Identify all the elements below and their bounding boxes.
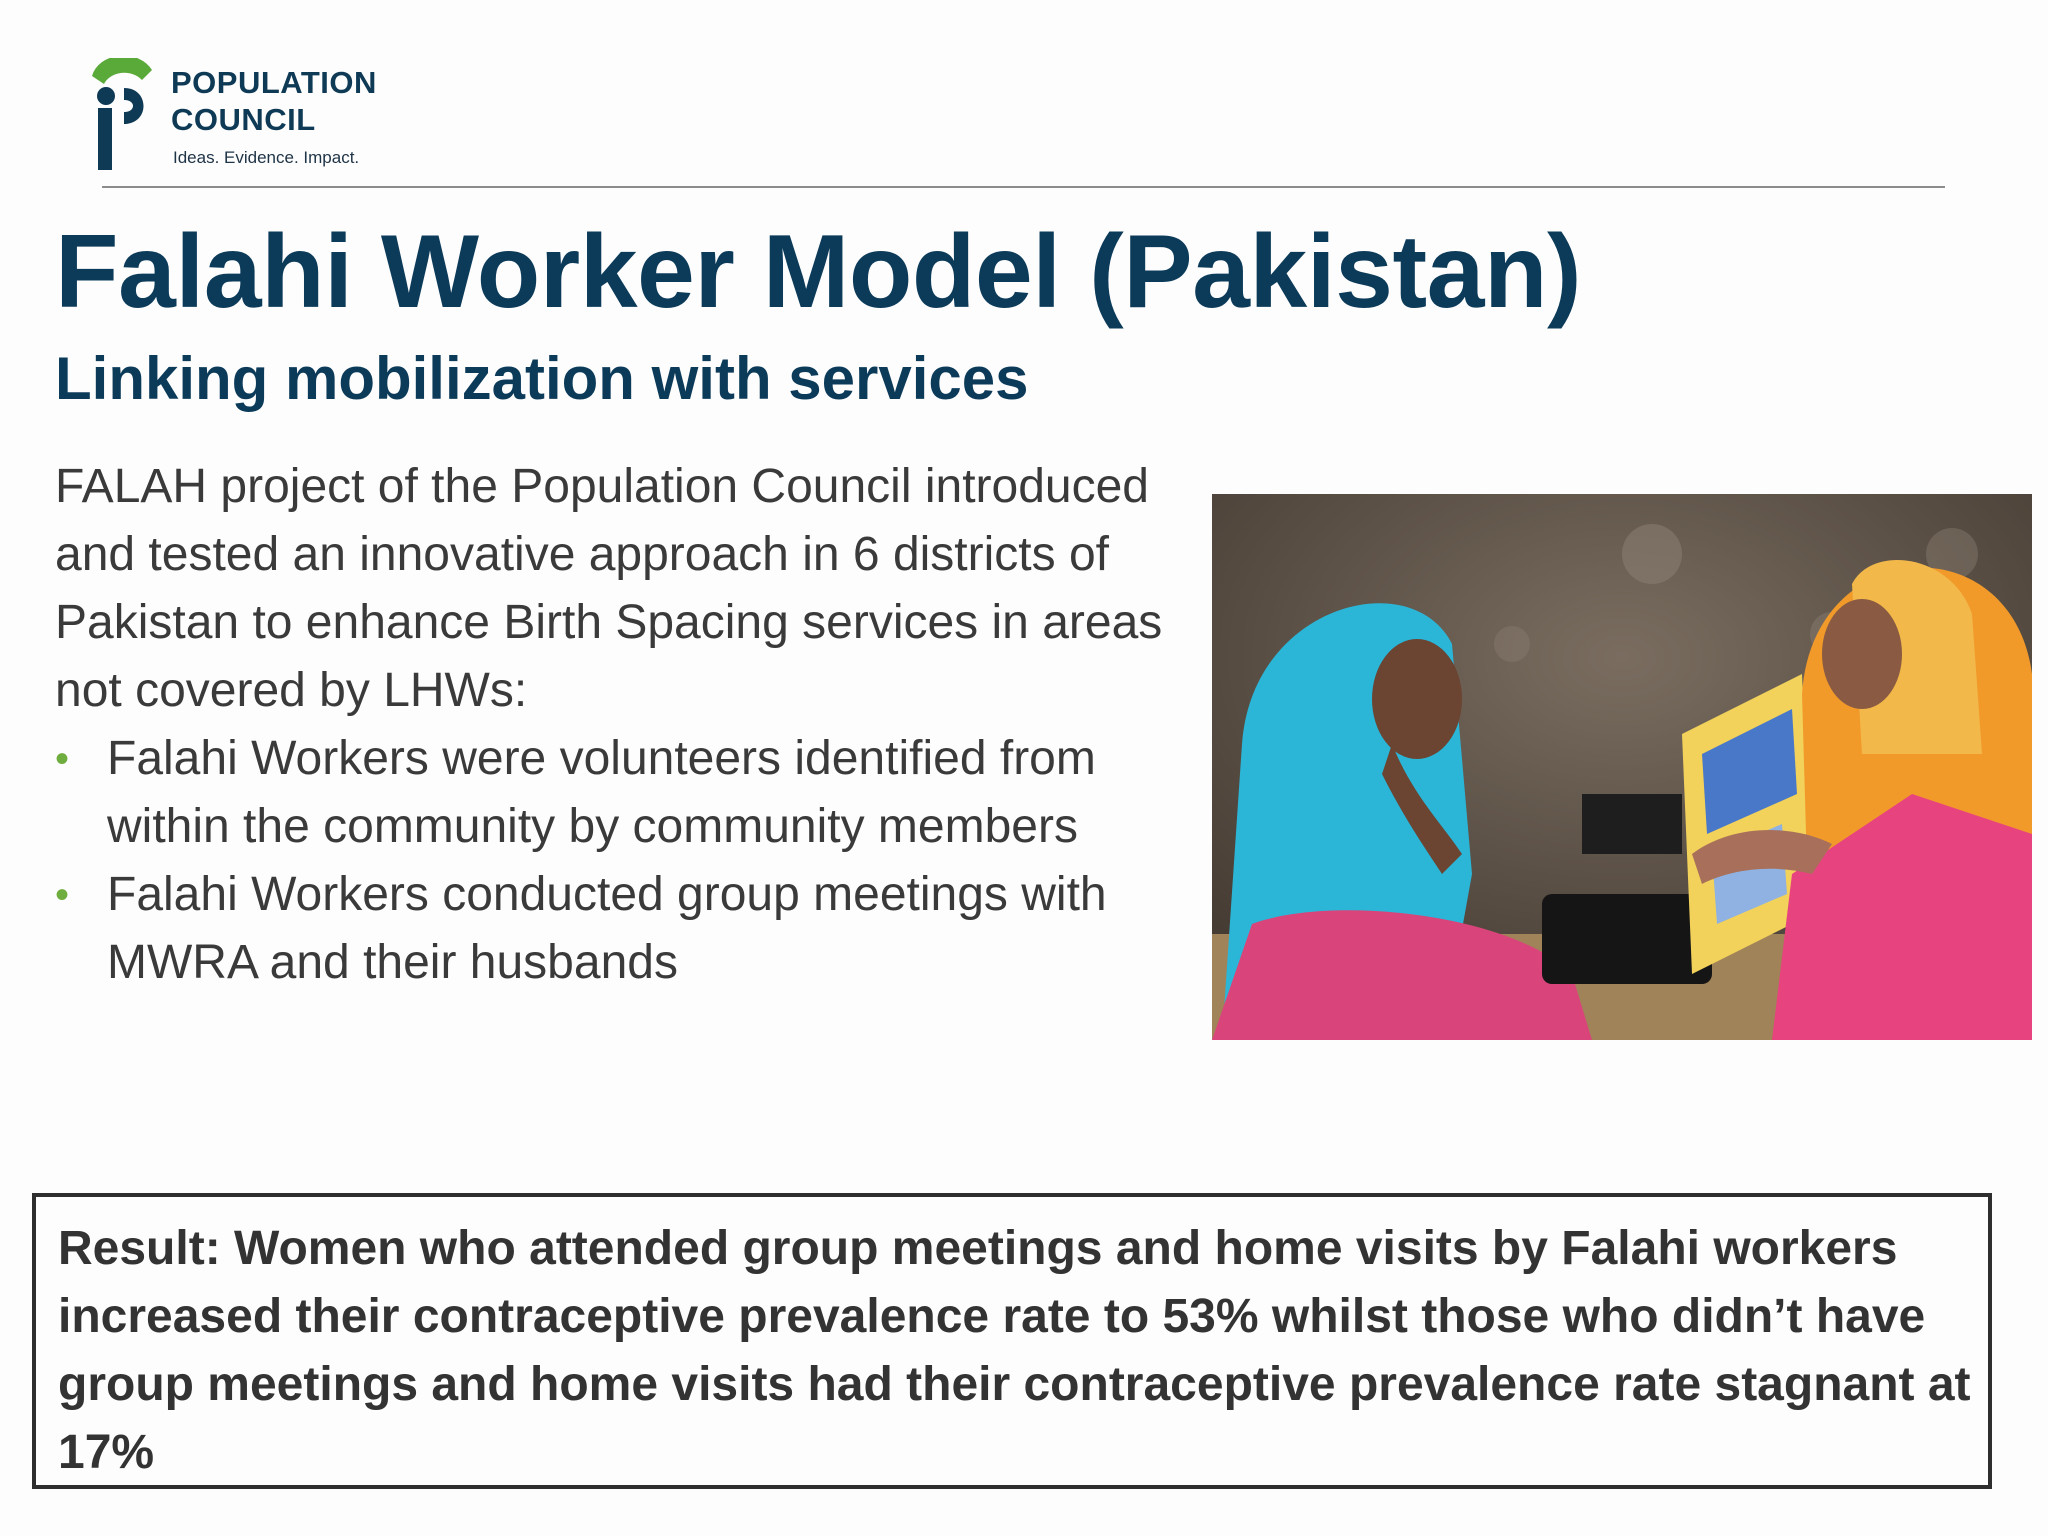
logo-name [171,64,377,138]
header-divider [102,186,1945,188]
result-text: Result: Women who attended group meetings and home visits by Falahi workers increased their contraceptive prevalence rate to 53% whilst those who didn’t have group meetings and home visits had their contraceptive prevalence rate stagnant at 17% [58,1222,1971,1479]
slide-subtitle: Linking mobilization with services [55,345,1029,412]
slide-title: Falahi Worker Model (Pakistan) [55,214,1582,330]
logo-name-line2: COUNCIL [171,102,316,137]
photo-illustration [1212,494,2032,1040]
body-content [55,453,1175,997]
logo-tagline: Ideas. Evidence. Impact. [173,148,360,167]
logo-name-line1: POPULATION [171,65,377,100]
list-item [55,725,1175,861]
bullet-list [55,725,1175,997]
bullet-text: Falahi Workers were volunteers identified from within the community by community members [107,732,1096,853]
logo-mark-icon [88,58,168,172]
intro-paragraph: FALAH project of the Population Council introduced and tested an innovative approach in 6 districts of Pakistan to enhance Birth Spacing services in areas not covered by LHWs: [55,460,1163,717]
population-council-logo [88,58,408,178]
list-item [55,861,1175,997]
bullet-icon: • [55,873,70,917]
result-box [32,1193,1992,1489]
bullet-text: Falahi Workers conducted group meetings with MWRA and their husbands [107,868,1107,989]
bullet-icon: • [55,737,70,781]
photo-two-women-flipchart [1212,494,2032,1040]
